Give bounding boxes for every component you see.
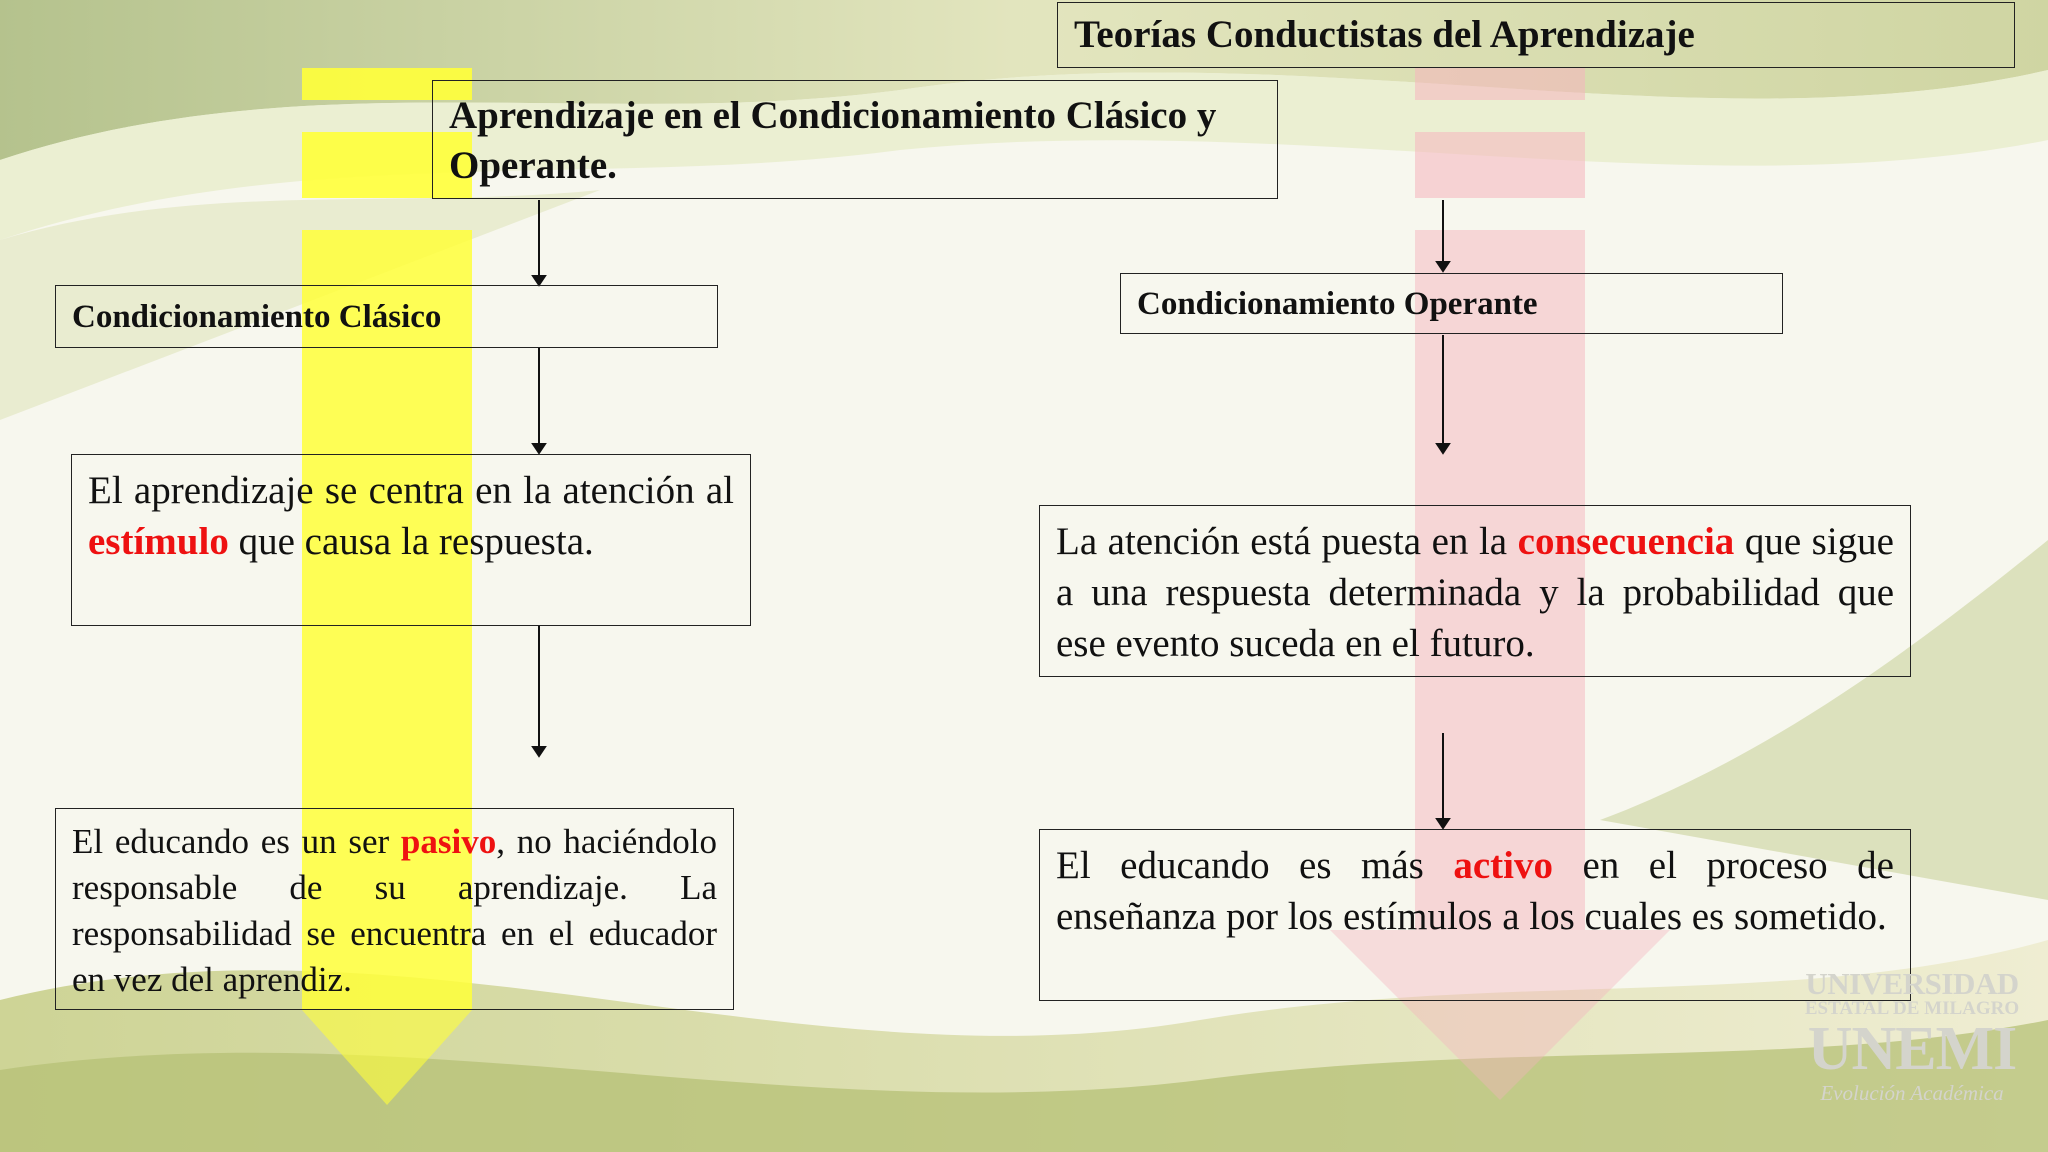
stimulus-highlight: estímulo: [88, 520, 229, 563]
classical-description-box: [71, 454, 751, 626]
operant-learner-box: [1039, 829, 1911, 1001]
operant-conditioning-box: [1120, 273, 1783, 334]
operant-learner-text-start: El educando es más: [1056, 844, 1454, 887]
classical-learner-text-end: , no haciéndolo responsable de su aprendizaje. La responsabilidad se encuentra en el educador en vez del aprendiz.: [72, 822, 717, 999]
classical-learner-box: [55, 808, 734, 1010]
logo-subtitle-text: ESTATAL DE MILAGRO: [1804, 998, 2020, 1019]
classical-learner-text-start: El educando es un ser: [72, 822, 401, 861]
classical-description-text-start: El aprendizaje se centra en la atención al: [88, 469, 734, 512]
consequence-highlight: consecuencia: [1517, 520, 1735, 563]
operant-conditioning-heading: Condicionamiento Operante: [1137, 286, 1538, 322]
operant-learner-text-end: en el proceso de enseñanza por los estímulos a los cuales es sometido.: [1056, 844, 1894, 938]
classical-conditioning-box: [55, 285, 718, 348]
root-concept-box: [432, 80, 1278, 199]
root-concept-text: Aprendizaje en el Condicionamiento Clásico y Operante.: [449, 94, 1217, 187]
unemi-logo: [1792, 968, 2032, 1118]
slide-title: [1057, 2, 2015, 68]
operant-description-text-end: que sigue a una respuesta determinada y la probabilidad que ese evento suceda en el futuro.: [1056, 520, 1894, 665]
classical-description-text-end: que causa la respuesta.: [228, 520, 594, 563]
logo-university-text: UNIVERSIDAD: [1805, 966, 2019, 1001]
operant-description-text-start: La atención está puesta en la: [1056, 520, 1518, 563]
classical-conditioning-heading: Condicionamiento Clásico: [72, 299, 442, 335]
slide-title-text: Teorías Conductistas del Aprendizaje: [1074, 13, 1695, 56]
passive-highlight: pasivo: [400, 822, 497, 861]
operant-description-box: [1039, 505, 1911, 677]
logo-unemi-text: UNEMI: [1807, 1015, 2017, 1083]
active-highlight: activo: [1453, 844, 1553, 887]
logo-tagline-text: Evolución Académica: [1820, 1081, 2004, 1105]
